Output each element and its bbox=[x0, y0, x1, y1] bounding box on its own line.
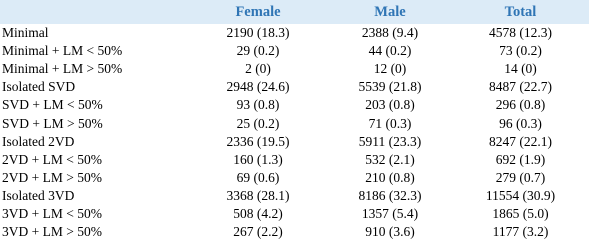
table-body bbox=[0, 24, 589, 241]
cell-male: 203 (0.8) bbox=[365, 97, 415, 113]
table-row bbox=[0, 60, 589, 78]
cell-male: 910 (3.6) bbox=[365, 224, 415, 240]
cell-female: 29 (0.2) bbox=[236, 43, 280, 59]
cell-female: 2 (0) bbox=[245, 61, 271, 77]
cell-total: 14 (0) bbox=[504, 61, 537, 77]
table-row bbox=[0, 223, 589, 241]
cell-female: 3368 (28.1) bbox=[226, 187, 290, 203]
cell-female: 2948 (24.6) bbox=[226, 79, 290, 95]
cell-female: 69 (0.6) bbox=[236, 169, 280, 185]
table-row bbox=[0, 133, 589, 151]
row-label: 3VD + LM < 50% bbox=[2, 205, 102, 221]
cell-total: 4578 (12.3) bbox=[489, 25, 552, 41]
table-row bbox=[0, 187, 589, 205]
cell-male: 532 (2.1) bbox=[365, 151, 415, 167]
table-row bbox=[0, 42, 589, 60]
row-label: 2VD + LM > 50% bbox=[2, 169, 102, 185]
row-label: Isolated 2VD bbox=[2, 133, 75, 149]
row-label: 3VD + LM > 50% bbox=[2, 224, 102, 240]
cell-female: 267 (2.2) bbox=[233, 224, 283, 240]
table-header bbox=[0, 0, 589, 24]
header-total: Total bbox=[504, 3, 537, 20]
cell-female: 2336 (19.5) bbox=[226, 133, 290, 149]
cell-total: 296 (0.8) bbox=[495, 97, 546, 113]
cell-female: 160 (1.3) bbox=[233, 151, 283, 167]
header-female: Female bbox=[235, 3, 281, 20]
row-label: Minimal bbox=[2, 25, 49, 41]
cell-total: 1865 (5.0) bbox=[492, 205, 549, 221]
cell-female: 25 (0.2) bbox=[236, 115, 280, 131]
cell-total: 8247 (22.1) bbox=[489, 133, 552, 149]
cell-male: 2388 (9.4) bbox=[361, 25, 419, 41]
cell-male: 71 (0.3) bbox=[368, 115, 412, 131]
header-row bbox=[0, 0, 589, 24]
row-label: Isolated 3VD bbox=[2, 187, 75, 203]
row-label: Minimal + LM > 50% bbox=[2, 61, 123, 77]
row-label: SVD + LM < 50% bbox=[2, 97, 103, 113]
cell-male: 210 (0.8) bbox=[365, 169, 415, 185]
cell-total: 279 (0.7) bbox=[495, 169, 546, 185]
cell-total: 73 (0.2) bbox=[499, 43, 542, 59]
row-label: SVD + LM > 50% bbox=[2, 115, 103, 131]
cell-male: 1357 (5.4) bbox=[361, 205, 419, 221]
cell-female: 2190 (18.3) bbox=[226, 25, 290, 41]
cell-total: 11554 (30.9) bbox=[485, 187, 556, 203]
cell-male: 5539 (21.8) bbox=[358, 79, 422, 95]
table-row bbox=[0, 78, 589, 96]
cell-total: 692 (1.9) bbox=[495, 151, 546, 167]
cell-male: 12 (0) bbox=[373, 61, 407, 77]
table-row bbox=[0, 205, 589, 223]
header-blank bbox=[0, 0, 188, 24]
table-row bbox=[0, 114, 589, 132]
row-label: Isolated SVD bbox=[2, 79, 76, 95]
cell-male: 5911 (23.3) bbox=[358, 133, 422, 149]
table-row bbox=[0, 151, 589, 169]
header-male: Male bbox=[374, 3, 406, 20]
table-row bbox=[0, 24, 589, 42]
cell-female: 93 (0.8) bbox=[236, 97, 280, 113]
row-label: 2VD + LM < 50% bbox=[2, 151, 102, 167]
row-label: Minimal + LM < 50% bbox=[2, 43, 123, 59]
cell-male: 44 (0.2) bbox=[368, 43, 412, 59]
table-row bbox=[0, 96, 589, 114]
cell-male: 8186 (32.3) bbox=[358, 187, 422, 203]
cell-total: 1177 (3.2) bbox=[492, 224, 549, 240]
table-row bbox=[0, 169, 589, 187]
cell-total: 96 (0.3) bbox=[499, 115, 542, 131]
cell-female: 508 (4.2) bbox=[233, 205, 283, 221]
cell-total: 8487 (22.7) bbox=[489, 79, 552, 95]
